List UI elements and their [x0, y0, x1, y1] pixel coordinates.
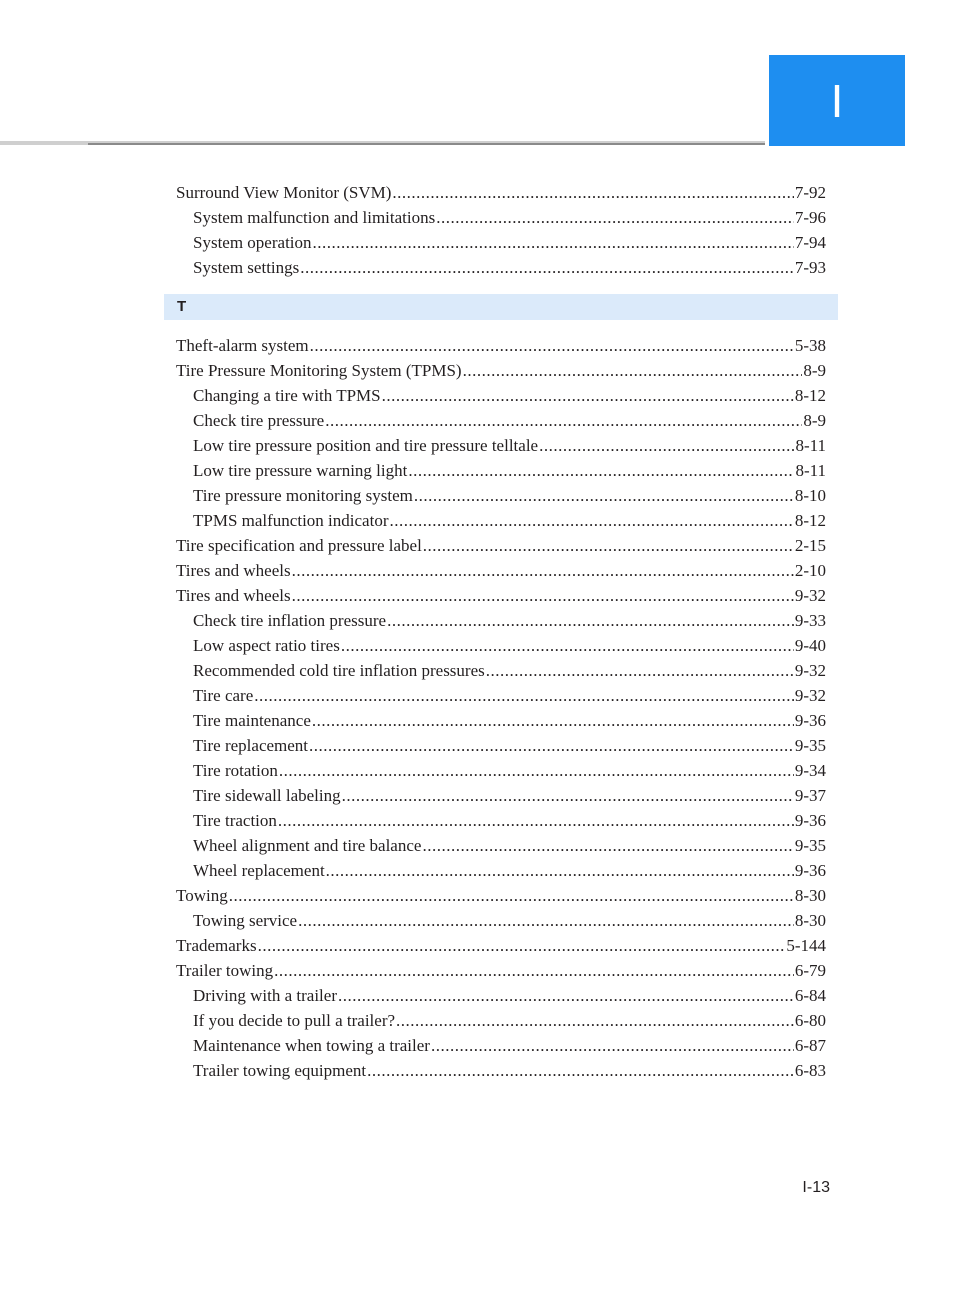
entry-label: Recommended cold tire inflation pressures [193, 661, 485, 680]
index-entry [176, 783, 826, 808]
entry-label: Low tire pressure warning light [193, 461, 408, 480]
index-entry [176, 558, 826, 583]
dot-leader [254, 683, 794, 708]
entry-label: Tire rotation [193, 761, 278, 780]
entry-page: 8-9 [803, 361, 826, 380]
index-entry [176, 458, 826, 483]
dot-leader [278, 808, 794, 833]
entry-page: 5-38 [794, 336, 826, 355]
dot-leader [300, 255, 794, 280]
entry-page: 8-12 [794, 386, 826, 405]
index-entry [176, 858, 826, 883]
index-entry [176, 983, 826, 1008]
dot-leader [436, 205, 794, 230]
entry-label: Tire specification and pressure label [176, 536, 422, 555]
entry-page: 6-83 [794, 1061, 826, 1080]
entry-page: 7-94 [794, 233, 826, 252]
index-entry [176, 358, 826, 383]
dot-leader [431, 1033, 794, 1058]
dot-leader [310, 333, 794, 358]
dot-leader [341, 633, 794, 658]
entry-label: System settings [193, 258, 300, 277]
dot-leader [292, 558, 794, 583]
entry-label: Theft-alarm system [176, 336, 309, 355]
index-entry [176, 333, 826, 358]
entry-label: Tire sidewall labeling [193, 786, 341, 805]
dot-leader [463, 358, 803, 383]
entry-page: 9-34 [794, 761, 826, 780]
index-entry [176, 1033, 826, 1058]
index-entry [176, 933, 826, 958]
dot-leader [258, 933, 786, 958]
entry-page: 5-144 [786, 936, 826, 955]
dot-leader [342, 783, 794, 808]
entry-page: 9-32 [794, 586, 826, 605]
dot-leader [312, 708, 794, 733]
index-entry [176, 383, 826, 408]
index-entry [176, 708, 826, 733]
entry-page: 9-36 [794, 861, 826, 880]
entry-page: 9-36 [794, 711, 826, 730]
entry-page: 8-12 [794, 511, 826, 530]
index-entry [176, 508, 826, 533]
index-entry [176, 833, 826, 858]
index-entry [176, 408, 826, 433]
entry-page: 9-37 [794, 786, 826, 805]
index-entry [176, 608, 826, 633]
entry-label: Surround View Monitor (SVM) [176, 183, 392, 202]
index-entry [176, 1008, 826, 1033]
dot-leader [486, 658, 794, 683]
entry-page: 9-36 [794, 811, 826, 830]
index-entry [176, 908, 826, 933]
letter-header-label: T [177, 298, 187, 315]
dot-leader [298, 908, 794, 933]
entry-label: Trademarks [176, 936, 257, 955]
entry-label: Low tire pressure position and tire pressure telltale [193, 436, 539, 455]
entry-page: 8-30 [794, 911, 826, 930]
index-tab [769, 55, 905, 146]
dot-leader [392, 180, 793, 205]
index-entry [176, 683, 826, 708]
entry-page: 7-93 [794, 258, 826, 277]
entry-label: TPMS malfunction indicator [193, 511, 389, 530]
entry-label: Trailer towing equipment [193, 1061, 367, 1080]
letter-header-t [164, 294, 838, 320]
index-entry [176, 633, 826, 658]
entry-label: System malfunction and limitations [193, 208, 436, 227]
entry-page: 9-32 [794, 686, 826, 705]
entry-page: 2-15 [794, 536, 826, 555]
entry-label: Driving with a trailer [193, 986, 337, 1005]
dot-leader [338, 983, 794, 1008]
entry-label: Tire Pressure Monitoring System (TPMS) [176, 361, 462, 380]
entry-page: 9-32 [794, 661, 826, 680]
dot-leader [229, 883, 794, 908]
index-entry [176, 205, 826, 230]
entry-page: 7-96 [794, 208, 826, 227]
entry-label: Tire maintenance [193, 711, 311, 730]
index-entry [176, 483, 826, 508]
dot-leader [414, 483, 794, 508]
entry-page: 6-87 [794, 1036, 826, 1055]
entry-page: 6-80 [794, 1011, 826, 1030]
page-number: I-13 [802, 1179, 830, 1196]
entry-page: 6-79 [794, 961, 826, 980]
dot-leader [326, 858, 794, 883]
entry-label: Check tire inflation pressure [193, 611, 387, 630]
entry-label: Tire pressure monitoring system [193, 486, 413, 505]
entry-page: 9-35 [794, 736, 826, 755]
entry-page: 8-30 [794, 886, 826, 905]
dot-leader [367, 1058, 794, 1083]
entry-page: 8-10 [794, 486, 826, 505]
dot-leader [539, 433, 794, 458]
index-entry [176, 883, 826, 908]
index-group-t [176, 333, 826, 1083]
index-entry [176, 230, 826, 255]
index-entry [176, 958, 826, 983]
entry-label: Tire care [193, 686, 254, 705]
entry-label: Low aspect ratio tires [193, 636, 340, 655]
dot-leader [309, 733, 794, 758]
index-entry [176, 758, 826, 783]
entry-page: 8-11 [795, 436, 826, 455]
entry-page: 9-40 [794, 636, 826, 655]
dot-leader [313, 230, 794, 255]
index-entry [176, 255, 826, 280]
header-rule-accent [88, 143, 765, 145]
entry-label: Towing service [193, 911, 298, 930]
entry-label: Wheel alignment and tire balance [193, 836, 422, 855]
index-entry [176, 433, 826, 458]
entry-page: 8-11 [795, 461, 826, 480]
entry-page: 7-92 [794, 183, 826, 202]
index-tab-letter: I [830, 74, 844, 127]
dot-leader [396, 1008, 794, 1033]
dot-leader [292, 583, 794, 608]
dot-leader [422, 833, 793, 858]
entry-label: Wheel replacement [193, 861, 325, 880]
dot-leader [382, 383, 794, 408]
index-entry [176, 583, 826, 608]
dot-leader [408, 458, 794, 483]
entry-label: Maintenance when towing a trailer [193, 1036, 430, 1055]
entry-label: Tires and wheels [176, 586, 291, 605]
index-entry [176, 180, 826, 205]
dot-leader [325, 408, 802, 433]
entry-label: Changing a tire with TPMS [193, 386, 381, 405]
entry-label: System operation [193, 233, 312, 252]
dot-leader [387, 608, 794, 633]
entry-page: 2-10 [794, 561, 826, 580]
entry-label: Check tire pressure [193, 411, 325, 430]
dot-leader [423, 533, 794, 558]
index-entry [176, 1058, 826, 1083]
index-entry [176, 733, 826, 758]
dot-leader [274, 958, 794, 983]
entry-label: If you decide to pull a trailer? [193, 1011, 396, 1030]
entry-page: 9-35 [794, 836, 826, 855]
entry-page: 8-9 [803, 411, 826, 430]
index-group-s [176, 180, 826, 280]
dot-leader [279, 758, 794, 783]
dot-leader [389, 508, 793, 533]
entry-label: Tires and wheels [176, 561, 291, 580]
entry-label: Tire replacement [193, 736, 309, 755]
entry-page: 6-84 [794, 986, 826, 1005]
index-entry [176, 533, 826, 558]
index-entry [176, 658, 826, 683]
entry-label: Trailer towing [176, 961, 274, 980]
entry-label: Tire traction [193, 811, 277, 830]
entry-page: 9-33 [794, 611, 826, 630]
entry-label: Towing [176, 886, 228, 905]
index-entry [176, 808, 826, 833]
